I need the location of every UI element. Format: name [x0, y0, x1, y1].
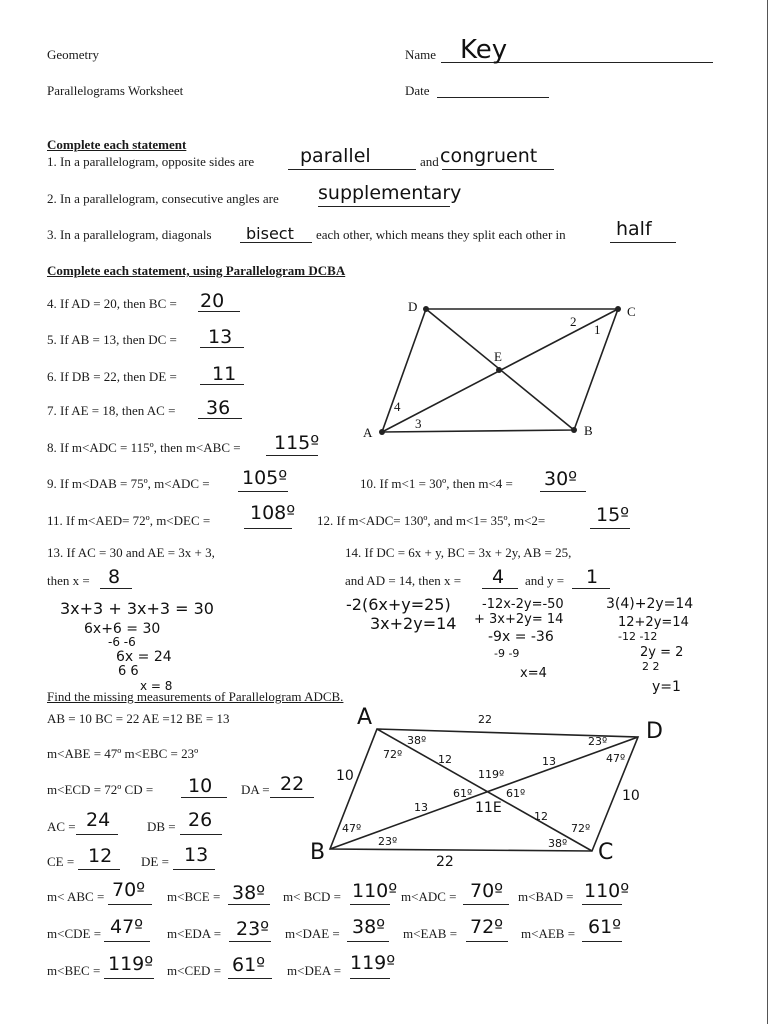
work13-line-3: -6 -6: [108, 635, 136, 649]
mark-119-bottom-e: 11E: [475, 800, 502, 816]
q11-answer: 108º: [250, 502, 296, 524]
r2-answer2: 26: [188, 809, 213, 831]
q14y-answer: 1: [586, 566, 599, 588]
name-answer: Key: [460, 35, 508, 65]
q2-text: 2. In a parallelogram, consecutive angles are: [47, 191, 279, 206]
r6-label-1: m<BEC =: [47, 963, 101, 978]
q3-text: 3. In a parallelogram, diagonals: [47, 227, 212, 242]
r4-label-2: m<BCE =: [167, 889, 221, 904]
q9-text: 9. If m<DAB = 75º, m<ADC =: [47, 476, 210, 491]
r3-answer2: 13: [184, 844, 209, 866]
name-label: Name: [405, 47, 437, 62]
work14b-line-2: + 3x+2y= 14: [474, 612, 564, 627]
r6-answer-2: 61º: [232, 954, 266, 976]
r5-label-5: m<AEB =: [521, 926, 576, 941]
q12-answer: 15º: [596, 504, 630, 526]
work14c-line-6: y=1: [652, 679, 681, 695]
q7-answer: 36: [206, 397, 231, 419]
mark-23-d: 23º: [588, 735, 608, 748]
r5-label-1: m<CDE =: [47, 926, 102, 941]
r6-answer-3: 119º: [350, 952, 396, 974]
r5-answer-2: 23º: [236, 918, 270, 940]
q5-answer: 13: [208, 326, 233, 348]
q14-line2: and AD = 14, then x =: [345, 573, 462, 588]
work13-line-4: 6x = 24: [116, 649, 172, 665]
q13-line1: 13. If AC = 30 and AE = 3x + 3,: [47, 545, 215, 560]
mark-de-13: 13: [542, 755, 556, 768]
work13-line-1: 3x+3 + 3x+3 = 30: [60, 599, 214, 618]
mark-47-b: 47º: [342, 822, 362, 835]
work14b-line-1: -12x-2y=-50: [482, 597, 564, 612]
work14c-line-1: 3(4)+2y=14: [606, 596, 694, 612]
q13-answer: 8: [108, 566, 121, 588]
q1-answer1: parallel: [300, 145, 371, 167]
r4-answer-1: 70º: [112, 879, 146, 901]
q5-text: 5. If AB = 13, then DC =: [47, 332, 177, 347]
label-e: E: [494, 349, 502, 364]
q1-text: 1. In a parallelogram, opposite sides are: [47, 154, 255, 169]
r5-label-3: m<DAE =: [285, 926, 340, 941]
q8-text: 8. If m<ADC = 115º, then m<ABC =: [47, 440, 241, 455]
q4-text: 4. If AD = 20, then BC =: [47, 296, 177, 311]
work13-line-2: 6x+6 = 30: [84, 621, 161, 637]
section3-givens2: m<ABE = 47º m<EBC = 23º: [47, 746, 199, 761]
r2-label2: DB =: [147, 819, 176, 834]
r6-answer-1: 119º: [108, 953, 154, 975]
work14c-line-4: 2y = 2: [640, 645, 684, 660]
r5-label-2: m<EDA =: [167, 926, 222, 941]
r4-label-3: m< BCD =: [283, 889, 342, 904]
r1-label2: DA =: [241, 782, 270, 797]
work14a-line-1: -2(6x+y=25): [346, 595, 451, 614]
q14-and: and y =: [525, 573, 565, 588]
mark-be-13: 13: [414, 801, 428, 814]
work14c-line-3: -12 -12: [618, 630, 658, 643]
mark-dc-10: 10: [622, 788, 640, 804]
q7-text: 7. If AE = 18, then AC =: [47, 403, 176, 418]
q6-answer: 11: [212, 363, 237, 385]
section1-heading: Complete each statement: [47, 137, 187, 152]
label-a: A: [357, 705, 373, 730]
r3-label2: DE =: [141, 854, 169, 869]
worksheet-title: Parallelograms Worksheet: [47, 83, 184, 98]
mark-ab-10: 10: [336, 768, 354, 784]
r1-answer2: 22: [280, 773, 305, 795]
q6-text: 6. If DB = 22, then DE =: [47, 369, 177, 384]
mark-61-right: 61º: [506, 787, 526, 800]
r4-answer-4: 70º: [470, 880, 504, 902]
r4-label-5: m<BAD =: [518, 889, 574, 904]
r4-answer-5: 110º: [584, 880, 630, 902]
r2-label1: AC =: [47, 819, 76, 834]
r1-label1: m<ECD = 72º CD =: [47, 782, 154, 797]
r5-answer-4: 72º: [470, 916, 504, 938]
r6-label-3: m<DEA =: [287, 963, 342, 978]
q3-answer1: bisect: [246, 224, 294, 243]
angle-3: 3: [415, 416, 422, 431]
work14c-line-5: 2 2: [642, 660, 660, 673]
r3-label1: CE =: [47, 854, 75, 869]
mark-top-22: 22: [478, 713, 492, 726]
mark-38-a: 38º: [407, 734, 427, 747]
r5-answer-1: 47º: [110, 916, 144, 938]
r6-label-2: m<CED =: [167, 963, 222, 978]
r4-answer-3: 110º: [352, 880, 398, 902]
label-b: B: [584, 423, 593, 438]
r5-answer-5: 61º: [588, 916, 622, 938]
date-label: Date: [405, 83, 430, 98]
section3-givens1: AB = 10 BC = 22 AE =12 BE = 13: [47, 711, 230, 726]
work13-line-5: 6 6: [118, 664, 139, 679]
q3-answer2: half: [616, 218, 652, 240]
q14x-answer: 4: [492, 566, 505, 588]
mark-119-top: 119º: [478, 768, 505, 781]
angle-2: 2: [570, 314, 577, 329]
work14a-line-2: 3x+2y=14: [370, 614, 457, 633]
label-d: D: [646, 719, 663, 744]
mark-38-c: 38º: [548, 837, 568, 850]
q8-answer: 115º: [274, 432, 320, 454]
mark-ec-12: 12: [534, 810, 548, 823]
r4-label-4: m<ADC =: [401, 889, 457, 904]
work14c-line-2: 12+2y=14: [618, 615, 689, 630]
mark-bottom-22: 22: [436, 854, 454, 870]
r2-answer1: 24: [86, 809, 111, 831]
work14b-line-4: -9 -9: [494, 647, 520, 660]
q13-line2: then x =: [47, 573, 90, 588]
mark-72-a: 72º: [383, 748, 403, 761]
r3-answer1: 12: [88, 845, 113, 867]
angle-1: 1: [594, 322, 601, 337]
label-a: A: [363, 425, 373, 440]
q10-text: 10. If m<1 = 30º, then m<4 =: [360, 476, 513, 491]
r1-answer1: 10: [188, 775, 213, 797]
work14b-line-3: -9x = -36: [488, 629, 554, 645]
section3-heading: Find the missing measurements of Parallelogram ADCB.: [47, 689, 344, 704]
q2-answer: supplementary: [318, 182, 462, 204]
q9-answer: 105º: [242, 467, 288, 489]
mark-23-b: 23º: [378, 835, 398, 848]
mark-72-c: 72º: [571, 822, 591, 835]
r4-label-1: m< ABC =: [47, 889, 105, 904]
q1-answer2: congruent: [440, 145, 538, 167]
mark-61-left: 61º: [453, 787, 473, 800]
q4-answer: 20: [200, 290, 225, 312]
section2-heading: Complete each statement, using Parallelogram DCBA: [47, 263, 346, 278]
angle-4: 4: [394, 399, 401, 414]
diagonal-bd: [330, 737, 638, 849]
label-d: D: [408, 299, 418, 314]
label-c: C: [598, 840, 614, 865]
q3-mid: each other, which means they split each other in: [316, 227, 566, 242]
q14-line1: 14. If DC = 6x + y, BC = 3x + 2y, AB = 25,: [345, 545, 572, 560]
mark-ae-12: 12: [438, 753, 452, 766]
mark-47-d: 47º: [606, 752, 626, 765]
r5-answer-3: 38º: [352, 916, 386, 938]
r4-answer-2: 38º: [232, 882, 266, 904]
label-c: C: [627, 304, 636, 319]
q12-text: 12. If m<ADC= 130º, and m<1= 35º, m<2=: [317, 513, 546, 528]
work14b-line-5: x=4: [520, 666, 547, 681]
diagonal-ac: [377, 729, 592, 851]
r5-label-4: m<EAB =: [403, 926, 458, 941]
course-title: Geometry: [47, 47, 99, 62]
q10-answer: 30º: [544, 468, 578, 490]
q1-and: and: [420, 154, 439, 169]
work13-line-6: x = 8: [140, 679, 173, 693]
label-b: B: [310, 840, 326, 865]
q11-text: 11. If m<AED= 72º, m<DEC =: [47, 513, 211, 528]
